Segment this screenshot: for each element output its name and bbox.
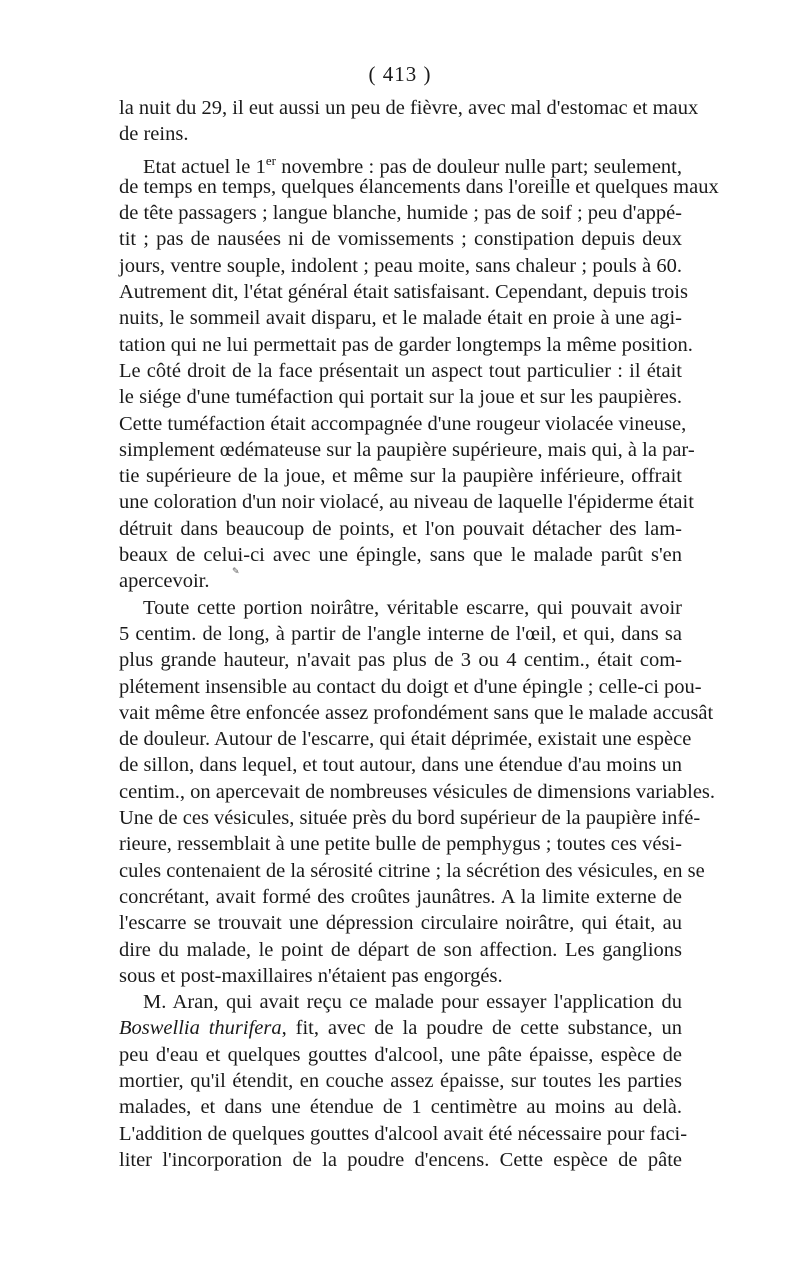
ink-speck: ✎ bbox=[232, 567, 240, 577]
text-line: Boswellia thurifera, fit, avec de la poudre de cette substance, un bbox=[119, 1017, 683, 1040]
text-line: tit ; pas de nausées ni de vomissements ; constipation depuis deux bbox=[119, 228, 682, 251]
text-line: l'escarre se trouvait une dépression circulaire noirâtre, qui était, au bbox=[119, 912, 682, 935]
text-line: sous et post-maxillaires n'étaient pas engorgés. bbox=[119, 964, 503, 987]
text-line: le siége d'une tuméfaction qui portait sur la joue et sur les paupières. bbox=[119, 386, 682, 409]
text-line: M. Aran, qui avait reçu ce malade pour essayer l'application du bbox=[143, 991, 682, 1014]
text-line: centim., on apercevait de nombreuses vésicules de dimensions variables. bbox=[119, 780, 716, 803]
text-line: une coloration d'un noir violacé, au niveau de laquelle l'épiderme était bbox=[119, 491, 694, 514]
text-line: beaux de celui-ci avec une épingle, sans que le malade parût s'en bbox=[119, 544, 682, 567]
text-line: cules contenaient de la sérosité citrine ; la sécrétion des vésicules, en se bbox=[119, 859, 705, 882]
text-line: la nuit du 29, il eut aussi un peu de fièvre, avec mal d'estomac et maux bbox=[119, 97, 699, 119]
text-line: de reins. bbox=[119, 123, 189, 146]
text-line: tation qui ne lui permettait pas de garder longtemps la même position. bbox=[119, 333, 693, 356]
text-line: Une de ces vésicules, située près du bord supérieur de la paupière infé- bbox=[119, 807, 701, 830]
text-line: détruit dans beaucoup de points, et l'on pouvait détacher des lam- bbox=[119, 517, 682, 540]
text-line: liter l'incorporation de la poudre d'encens. Cette espèce de pâte bbox=[119, 1148, 682, 1171]
text-line: vait même être enfoncée assez profondément sans que le malade accusât bbox=[119, 701, 714, 724]
text-line: de douleur. Autour de l'escarre, qui était déprimée, existait une espèce bbox=[119, 728, 692, 751]
text-line: mortier, qu'il étendit, en couche assez épaisse, sur toutes les parties bbox=[119, 1069, 682, 1092]
italic-species-name: Boswellia thurifera bbox=[119, 1017, 282, 1040]
superscript-er: er bbox=[265, 152, 276, 168]
text-line: tie supérieure de la joue, et même sur la paupière inférieure, offrait bbox=[119, 465, 682, 488]
body-text bbox=[119, 95, 719, 1173]
text-line: Le côté droit de la face présentait un aspect tout particulier : il était bbox=[119, 359, 682, 382]
text-line: dire du malade, le point de départ de son affection. Les ganglions bbox=[119, 938, 682, 961]
text-line: Etat actuel le 1er novembre : pas de douleur nulle part; seulement, bbox=[143, 152, 682, 178]
text-line: Autrement dit, l'état général était satisfaisant. Cependant, depuis trois bbox=[119, 281, 688, 304]
text-line: rieure, ressemblait à une petite bulle de pemphygus ; toutes ces vési- bbox=[119, 833, 682, 856]
text-line: plétement insensible au contact du doigt et d'une épingle ; celle-ci pou- bbox=[119, 675, 702, 698]
text-line: 5 centim. de long, à partir de l'angle interne de l'œil, et qui, dans sa bbox=[119, 622, 682, 645]
text-line: Toute cette portion noirâtre, véritable escarre, qui pouvait avoir bbox=[143, 596, 682, 619]
text-line: malades, et dans une étendue de 1 centimètre au moins au delà. bbox=[119, 1096, 682, 1119]
text-line: de temps en temps, quelques élancements dans l'oreille et quelques maux bbox=[119, 175, 719, 198]
text-line: Cette tuméfaction était accompagnée d'une rougeur violacée vineuse, bbox=[119, 412, 687, 435]
text-line: de sillon, dans lequel, et tout autour, dans une étendue d'au moins un bbox=[119, 754, 682, 777]
text-line: peu d'eau et quelques gouttes d'alcool, une pâte épaisse, espèce de bbox=[119, 1043, 682, 1066]
text-line: nuits, le sommeil avait disparu, et le malade était en proie à une agi- bbox=[119, 307, 682, 330]
text-line: concrétant, avait formé des croûtes jaunâtres. A la limite externe de bbox=[119, 885, 682, 908]
text-line: de tête passagers ; langue blanche, humide ; pas de soif ; peu d'appé- bbox=[119, 202, 682, 225]
text-line: jours, ventre souple, indolent ; peau moite, sans chaleur ; pouls à 60. bbox=[119, 254, 682, 277]
text-line: apercevoir. bbox=[119, 570, 210, 593]
page-number: ( 413 ) bbox=[368, 62, 432, 86]
text-line: simplement œdémateuse sur la paupière supérieure, mais qui, à la par- bbox=[119, 438, 695, 461]
text-line: plus grande hauteur, n'avait pas plus de 3 ou 4 centim., était com- bbox=[119, 649, 682, 672]
text-line: L'addition de quelques gouttes d'alcool avait été nécessaire pour faci- bbox=[119, 1122, 688, 1145]
